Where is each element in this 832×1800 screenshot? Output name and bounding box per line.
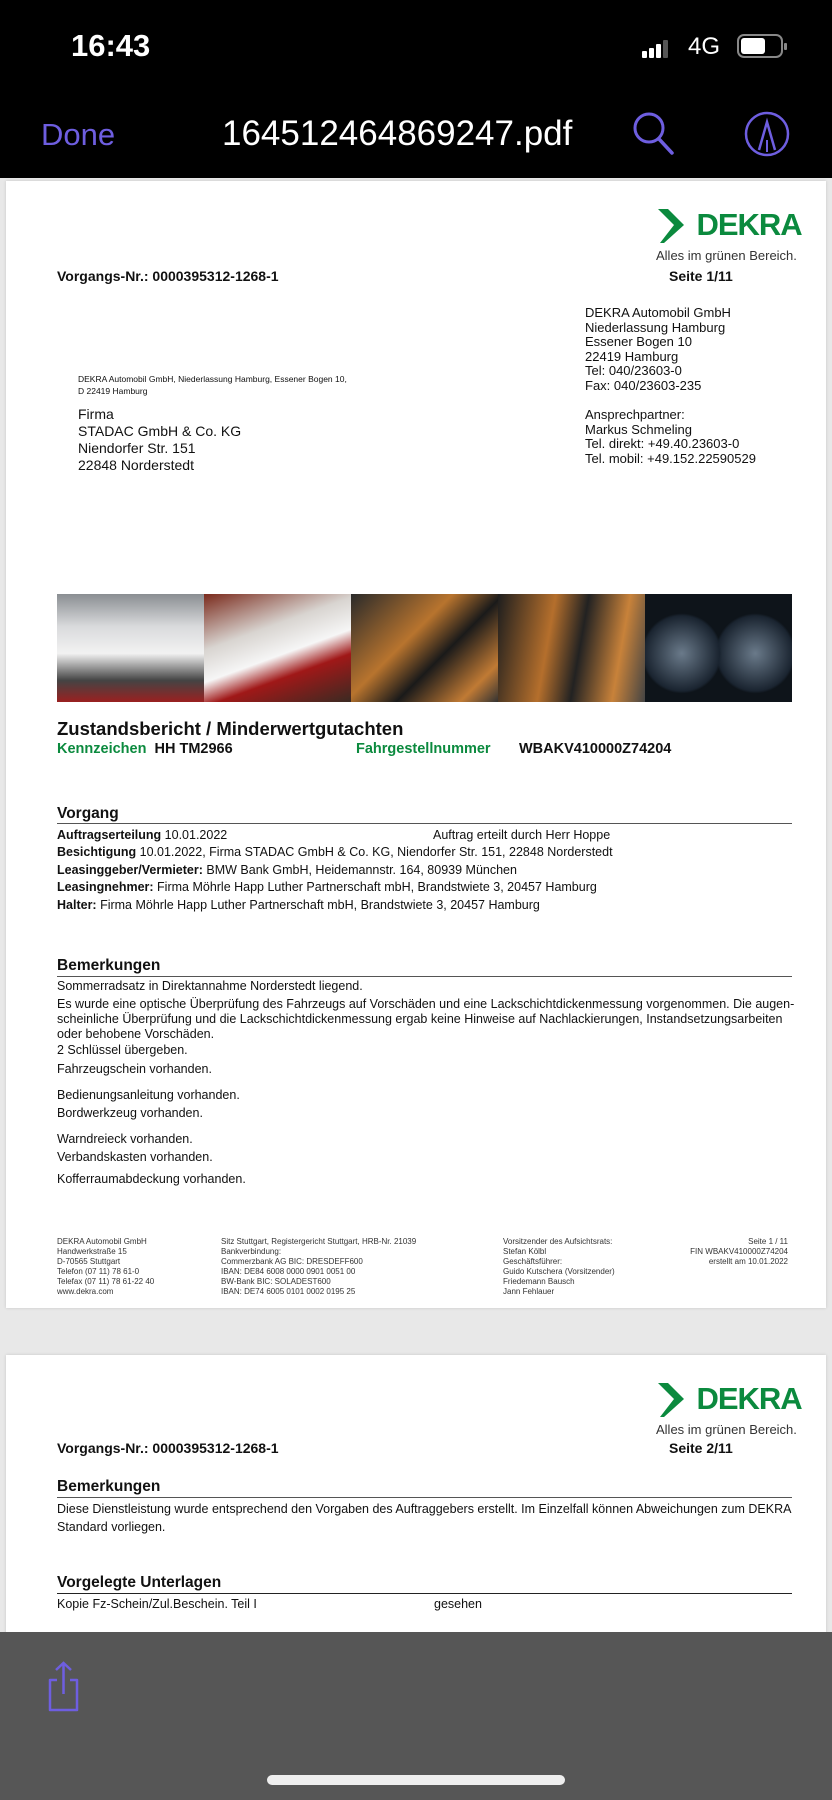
done-button[interactable]: Done	[41, 117, 116, 152]
address-line: Fax: 040/23603-235	[585, 377, 702, 393]
recipient-line: Firma	[78, 406, 114, 422]
contact-line: Tel. mobil: +49.152.22590529	[585, 450, 756, 466]
pdf-page-2	[6, 1355, 826, 1655]
home-indicator	[267, 1775, 565, 1785]
footer-line: Telefax (07 11) 78 61-22 40	[57, 1277, 155, 1286]
footer-line: IBAN: DE84 6008 0000 0901 0051 00	[221, 1267, 356, 1276]
license-plate-row	[57, 741, 233, 757]
vehicle-photo-rear	[204, 594, 351, 702]
footer-line: Stefan Kölbl	[503, 1247, 547, 1256]
kennzeichen-value: HH TM2966	[154, 741, 233, 757]
footer-line: Handwerkstraße 15	[57, 1247, 127, 1256]
contact-line: Ansprechpartner:	[585, 407, 685, 422]
remark-line: Bordwerkzeug vorhanden.	[57, 1106, 203, 1120]
remark-line: Sommerradsatz in Direktannahme Norderstedt liegend.	[57, 979, 363, 993]
row-value: 10.01.2022, Firma STADAC GmbH & Co. KG, Niendorfer Str. 151, 22848 Norderstedt	[136, 845, 613, 859]
status-time: 16:43	[71, 28, 151, 63]
footer-line: IBAN: DE74 6005 0101 0002 0195 25	[221, 1287, 356, 1296]
dekra-logo-text: DEKRA	[696, 1381, 802, 1416]
footer-line: Friedemann Bausch	[503, 1277, 575, 1286]
footer-line: FIN WBAKV410000Z74204	[690, 1247, 788, 1256]
address-line: Niederlassung Hamburg	[585, 319, 726, 335]
vorgang-heading: Vorgang	[57, 805, 119, 822]
bemerkungen-heading: Bemerkungen	[57, 957, 161, 974]
signal-icon	[642, 40, 668, 58]
vorgangs-nr: Vorgangs-Nr.: 0000395312-1268-1	[57, 268, 279, 284]
vorgang-row	[57, 863, 517, 877]
network-label: 4G	[688, 33, 721, 60]
footer-line: D-70565 Stuttgart	[57, 1257, 121, 1266]
pdf-page-1	[6, 181, 826, 1308]
vehicle-photo-dashboard	[645, 594, 792, 702]
remark-line: Kofferraumabdeckung vorhanden.	[57, 1172, 246, 1186]
divider	[57, 823, 792, 824]
dekra-tagline: Alles im grünen Bereich.	[656, 248, 797, 263]
sender-line	[78, 373, 347, 397]
dekra-logo	[654, 207, 802, 243]
recipient-line: Niendorfer Str. 151	[78, 440, 196, 456]
document-item: Kopie Fz-Schein/Zul.Beschein. Teil I	[57, 1597, 257, 1611]
footer-page-info	[690, 1237, 788, 1267]
footer-line: Bankverbindung:	[221, 1247, 282, 1256]
address-line: Tel: 040/23603-0	[585, 363, 682, 378]
vehicle-photo-front	[57, 594, 204, 702]
footer-line: Geschäftsführer:	[503, 1257, 563, 1266]
remark-line: oder behobene Vorschäden.	[57, 1027, 215, 1041]
footer-line: Seite 1 / 11	[748, 1237, 788, 1246]
remark-line: Bedienungsanleitung vorhanden.	[57, 1088, 240, 1102]
remark-line: scheinliche Überprüfung und die Lackschichtdickenmessung ergab keine Hinweise auf Nachlackierungen, Instandsetzungsarbeiten	[57, 1012, 783, 1026]
fin-label: Fahrgestellnummer	[356, 741, 491, 757]
vehicle-photos	[57, 594, 791, 702]
dekra-tagline: Alles im grünen Bereich.	[656, 1422, 797, 1437]
footer-line: Vorsitzender des Aufsichtsrats:	[503, 1237, 613, 1246]
search-icon[interactable]	[632, 110, 676, 156]
contact-line: Markus Schmeling	[585, 421, 692, 437]
kennzeichen-label: Kennzeichen	[57, 741, 147, 757]
remark-line: Es wurde eine optische Überprüfung des Fahrzeugs auf Vorschäden und eine Lackschichtdickenmessung vorgenommen. Die augen-	[57, 997, 795, 1011]
vorgang-row	[57, 845, 613, 859]
sender-address	[585, 306, 731, 393]
remark-line: Verbandskasten vorhanden.	[57, 1150, 213, 1164]
divider	[57, 976, 792, 977]
recipient-line: 22848 Norderstedt	[78, 457, 194, 473]
footer-line: DEKRA Automobil GmbH	[57, 1237, 147, 1246]
page-number: Seite 1/11	[669, 268, 733, 284]
remark-line: Fahrzeugschein vorhanden.	[57, 1062, 212, 1076]
footer-line: Sitz Stuttgart, Registergericht Stuttgart, HRB-Nr. 21039	[221, 1237, 417, 1246]
remark-line: Warndreieck vorhanden.	[57, 1132, 193, 1146]
sender-line-text: D 22419 Hamburg	[78, 386, 148, 396]
status-bar	[0, 0, 832, 90]
row-value: BMW Bank GmbH, Heidemannstr. 164, 80939 München	[202, 863, 517, 877]
address-line: 22419 Hamburg	[585, 348, 679, 364]
bottom-toolbar	[0, 1632, 832, 1800]
document-title: 164512464869247.pdf	[222, 114, 573, 153]
vehicle-photo-interior-front	[351, 594, 498, 702]
vehicle-photo-interior-rear	[498, 594, 645, 702]
row-label: Leasingnehmer:	[57, 880, 154, 894]
footer-line: Telefon (07 11) 78 61-0	[57, 1267, 140, 1276]
footer-line: Guido Kutschera (Vorsitzender)	[503, 1267, 615, 1276]
page-number: Seite 2/11	[669, 1440, 733, 1456]
footer-line: BW-Bank BIC: SOLADEST600	[221, 1277, 331, 1286]
sender-line-text: DEKRA Automobil GmbH, Niederlassung Hamburg, Essener Bogen 10,	[78, 374, 347, 384]
auftrag-erteilt: Auftrag erteilt durch Herr Hoppe	[433, 828, 611, 842]
footer-bank	[221, 1237, 416, 1297]
footer-line: Commerzbank AG BIC: DRESDEFF600	[221, 1257, 363, 1266]
row-value: 10.01.2022	[161, 828, 228, 842]
bemerkungen-heading: Bemerkungen	[57, 1478, 161, 1495]
row-label: Auftragserteilung	[57, 828, 162, 842]
footer-line: www.dekra.com	[57, 1287, 114, 1296]
nav-bar	[0, 90, 832, 178]
divider	[57, 1593, 792, 1594]
recipient-line: STADAC GmbH & Co. KG	[78, 423, 242, 439]
vorgang-row	[57, 898, 540, 912]
contact-line: Tel. direkt: +49.40.23603-0	[585, 436, 740, 451]
contact-person	[585, 408, 756, 466]
share-icon[interactable]	[44, 1660, 84, 1712]
footer-line: erstellt am 10.01.2022	[708, 1257, 788, 1266]
vorgangs-nr: Vorgangs-Nr.: 0000395312-1268-1	[57, 1440, 279, 1456]
dekra-logo	[654, 1381, 802, 1417]
document-status: gesehen	[434, 1597, 482, 1611]
vorgang-row	[57, 828, 227, 842]
footer-board	[503, 1237, 615, 1297]
footer-line: Jann Fehlauer	[503, 1287, 555, 1296]
row-label: Halter:	[57, 898, 97, 912]
row-label: Leasinggeber/Vermieter:	[57, 863, 203, 877]
row-value: Firma Möhrle Happ Luther Partnerschaft mbH, Brandstwiete 3, 20457 Hamburg	[153, 880, 597, 894]
address-line: DEKRA Automobil GmbH	[585, 305, 731, 320]
battery-icon	[737, 34, 783, 58]
remark-line: Standard vorliegen.	[57, 1520, 166, 1534]
address-line: Essener Bogen 10	[585, 334, 692, 349]
remark-line: 2 Schlüssel übergeben.	[57, 1043, 188, 1057]
divider	[57, 1497, 792, 1498]
markup-icon[interactable]	[743, 110, 791, 158]
unterlagen-heading: Vorgelegte Unterlagen	[57, 1574, 222, 1591]
remark-line: Diese Dienstleistung wurde entsprechend den Vorgaben des Auftraggebers erstellt. Im Einzelfall können Abweichungen zum DEKRA	[57, 1502, 792, 1516]
recipient-address	[78, 406, 241, 474]
dekra-logo-text: DEKRA	[696, 207, 802, 242]
vorgang-row	[57, 880, 597, 894]
footer-company	[57, 1237, 154, 1297]
row-value: Firma Möhrle Happ Luther Partnerschaft mbH, Brandstwiete 3, 20457 Hamburg	[96, 898, 540, 912]
row-label: Besichtigung	[57, 845, 137, 859]
report-title: Zustandsbericht / Minderwertgutachten	[57, 718, 404, 739]
fin-value: WBAKV410000Z74204	[519, 741, 672, 757]
